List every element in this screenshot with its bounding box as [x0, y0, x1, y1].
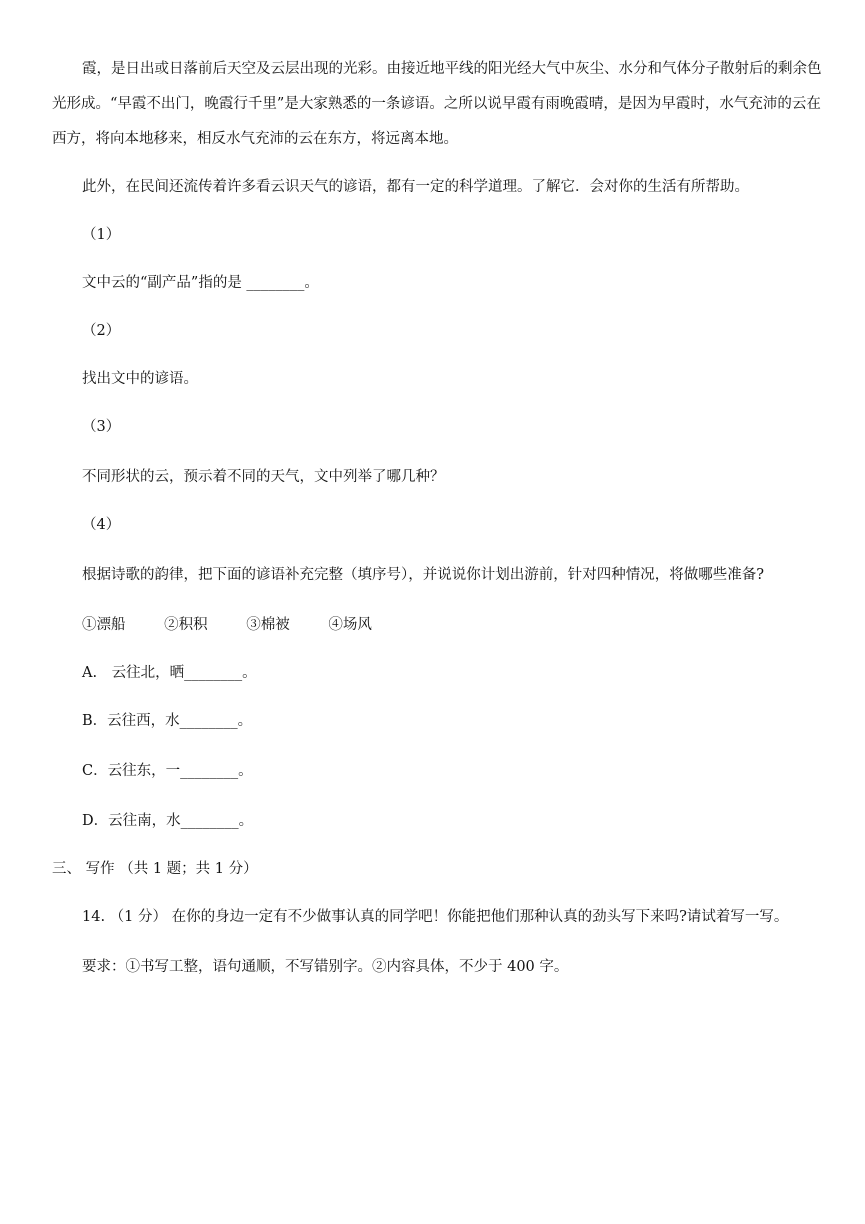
question-3-number: （3）	[82, 419, 121, 435]
fill-item-d: D．云往南，水________。	[82, 813, 254, 829]
fill-item-b: B．云往西，水________。	[82, 713, 253, 729]
section-3-title: 三、 写作 （共 1 题；共 1 分）	[52, 861, 258, 877]
option-1: ①漂船	[82, 617, 126, 633]
question-2-number: （2）	[82, 323, 121, 339]
option-4: ④场风	[328, 617, 372, 633]
question-1-text: 文中云的“副产品”指的是 ________。	[82, 275, 319, 291]
question-4-number: （4）	[82, 517, 121, 533]
passage-paragraph-2: 此外，在民间还流传着许多看云识天气的谚语，都有一定的科学道理。了解它．会对你的生活有所帮助。	[82, 179, 749, 195]
question-3-text: 不同形状的云，预示着不同的天气，文中列举了哪几种？	[82, 469, 445, 485]
writing-requirement: 要求：①书写工整，语句通顺，不写错别字。②内容具体，不少于 400 字。	[82, 959, 569, 975]
passage-paragraph-1: 霞，是日出或日落前后天空及云层出现的光彩。由接近地平线的阳光经大气中灰尘、水分和气体分子散射后的剩余色光形成。“早霞不出门，晚霞行千里”是大家熟悉的一条谚语。之所以说早霞有雨晚霞晴，是因为早霞时，水气充沛的云在西方，将向本地移来，相反水气充沛的云在东方，将远离本地。	[52, 61, 822, 147]
option-2: ②积积	[164, 617, 208, 633]
option-3: ③棉被	[246, 617, 290, 633]
fill-item-a: A. 云往北，晒________。	[82, 665, 257, 681]
question-1-number: （1）	[82, 227, 121, 243]
question-2-text: 找出文中的谚语。	[82, 371, 198, 387]
options-row	[82, 614, 822, 636]
fill-item-c: C．云往东，一________。	[82, 763, 253, 779]
question-4-text: 根据诗歌的韵律，把下面的谚语补充完整（填序号），并说说你计划出游前，针对四种情况，将做哪些准备?	[82, 567, 765, 583]
question-14-text: 14. （1 分） 在你的身边一定有不少做事认真的同学吧！你能把他们那种认真的劲头写下来吗?请试着写一写。	[82, 909, 789, 925]
